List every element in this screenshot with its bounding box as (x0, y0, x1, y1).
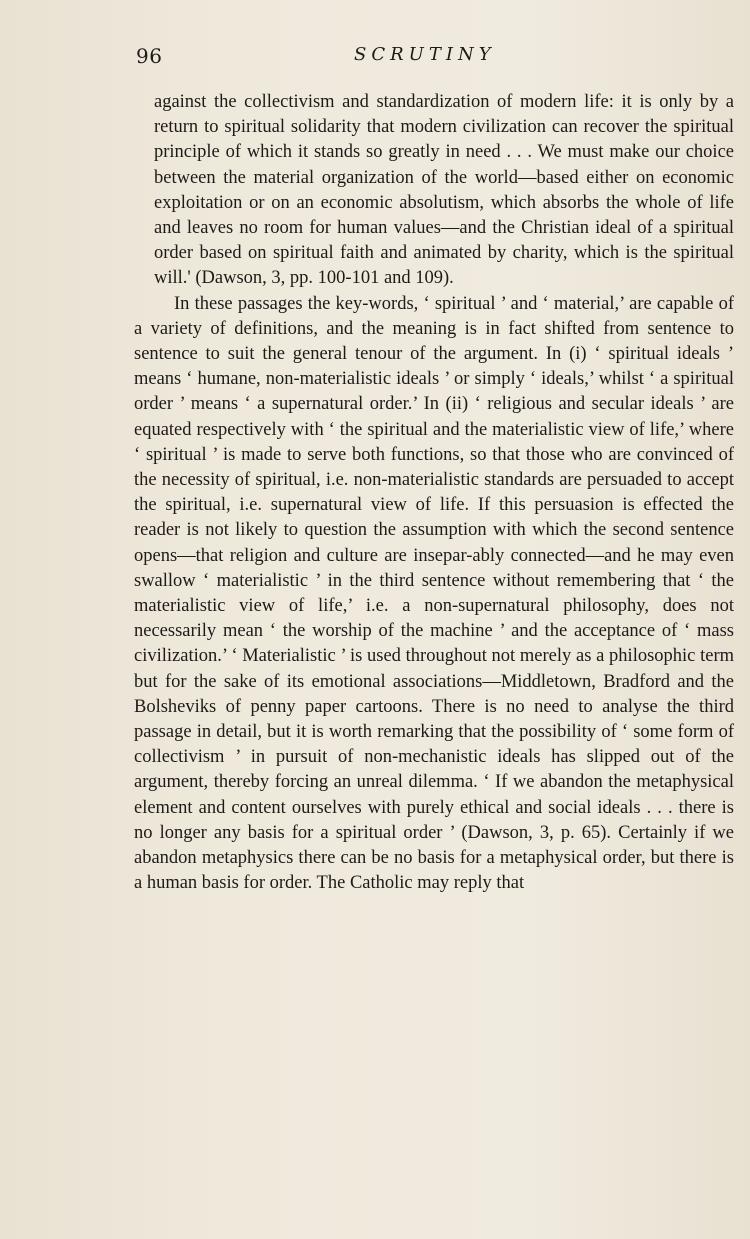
body-paragraph: In these passages the key-words, ‘ spiritual ’ and ‘ material,’ are capable of a variety of definitions, and the meaning is in fact shifted from sentence to sentence to suit the general tenour of the argument. In (i) ‘ spiritual ideals ’ means ‘ humane, non-materialistic ideals ’ or simply ‘ ideals,’ whilst ‘ a spiritual order ’ means ‘ a supernatural order.’ In (ii) ‘ religious and secular ideals ’ are equated respectively with ‘ the spiritual and the materialistic view of life,’ where ‘ spiritual ’ is made to serve both functions, so that those who are convinced of the necessity of spiritual, i.e. non-materialistic standards are persuaded to accept the spiritual, i.e. supernatural view of life. If this persuasion is effected the reader is not likely to question the assumption with which the second sentence opens—that religion and culture are insepar-ably connected—and he may even swallow ‘ materialistic ’ in the third sentence without remembering that ‘ the materialistic view of life,’ i.e. a non-supernatural philosophy, does not necessarily mean ‘ the worship of the machine ’ and the acceptance of ‘ mass civilization.’ ‘ Materialistic ’ is used throughout not merely as a philosophic term but for the sake of its emotional associations—Middletown, Bradford and the Bolsheviks of penny paper cartoons. There is no need to analyse the third passage in detail, but it is worth remarking that the possibility of ‘ some form of collectivism ’ in pursuit of non-mechanistic ideals has slipped out of the argument, thereby forcing an unreal dilemma. ‘ If we abandon the metaphysical element and content ourselves with purely ethical and social ideals . . . there is no longer any basis for a spiritual order ’ (Dawson, 3, p. 65). Certainly if we abandon metaphysics there can be no basis for a metaphysical order, but there is a human basis for order. The Catholic may reply that (134, 293, 734, 894)
running-title: SCRUTINY (354, 44, 496, 65)
page-number: 96 (136, 44, 163, 68)
quoted-paragraph: against the collectivism and standardization of modern life: it is only by a return to spiritual solidarity that modern civilization can recover the spiritual principle of which it stands so greatly in need . . . We must make our choice between the material organization of the world—based either on economic exploitation or on an economic absolutism, which absorbs the whole of life and leaves no room for human values—and the Christian ideal of a spiritual order based on spiritual faith and animated by charity, which is the spiritual will.' (Dawson, 3, pp. 100-101 and 109). (154, 92, 734, 289)
running-header (136, 44, 736, 74)
body-text (134, 90, 734, 897)
